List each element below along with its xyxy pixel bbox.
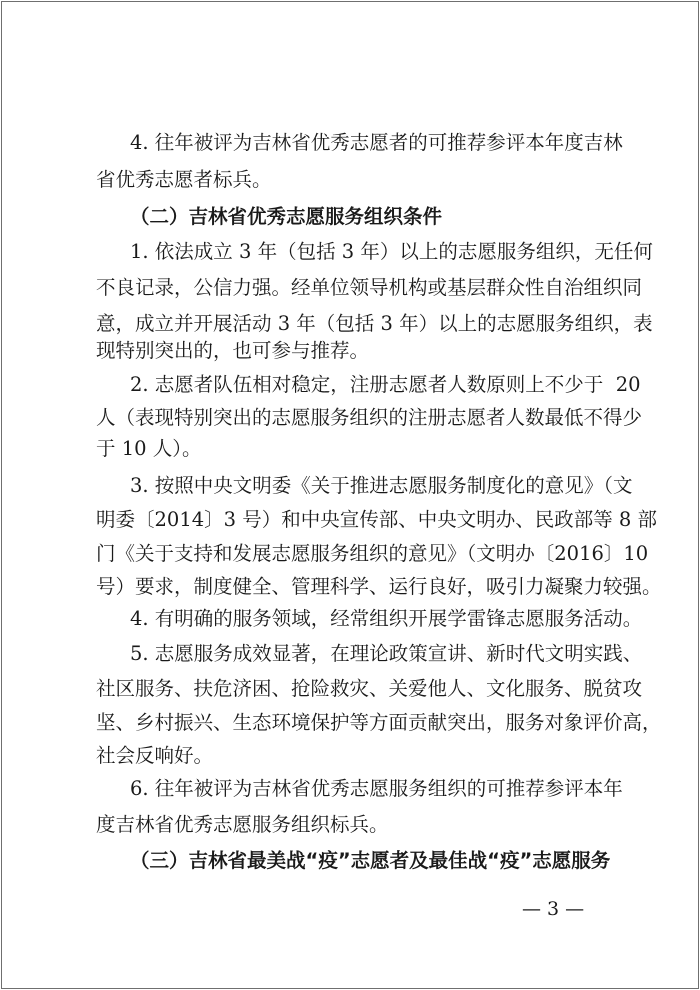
paragraph-line: 3. 按照中央文明委《关于推进志愿服务制度化的意见》（文 <box>130 474 633 497</box>
paragraph-line: 门《关于支持和发展志愿服务组织的意见》（文明办〔2016〕10 <box>96 542 649 565</box>
paragraph-line: 不良记录，公信力强。经单位领导机构或基层群众性自治组织同 <box>96 276 643 299</box>
paragraph-line: 2. 志愿者队伍相对稳定，注册志愿者人数原则上不少于 20 <box>130 373 641 396</box>
paragraph-line: 号）要求，制度健全、管理科学、运行良好，吸引力凝聚力较强。 <box>96 575 662 598</box>
paragraph-line: 5. 志愿服务成效显著，在理论政策宣讲、新时代文明实践、 <box>130 642 643 665</box>
section-heading: （二）吉林省优秀志愿服务组织条件 <box>130 205 443 228</box>
paragraph-line: 社区服务、扶危济困、抢险救灾、关爱他人、文化服务、脱贫攻 <box>96 677 643 700</box>
paragraph-line: 省优秀志愿者标兵。 <box>96 168 272 191</box>
paragraph-line: 6. 往年被评为吉林省优秀志愿服务组织的可推荐参评本年 <box>130 777 623 800</box>
page-number: — 3 — <box>522 898 585 920</box>
paragraph-line: 1. 依法成立 3 年（包括 3 年）以上的志愿服务组织，无任何 <box>130 240 653 263</box>
paragraph-line: 于 10 人）。 <box>96 437 202 460</box>
paragraph-line: 4. 往年被评为吉林省优秀志愿者的可推荐参评本年度吉林 <box>130 131 623 154</box>
paragraph-line: 坚、乡村振兴、生态环境保护等方面贡献突出，服务对象评价高， <box>96 711 662 734</box>
paragraph-line: 明委〔2014〕3 号）和中央宣传部、中央文明办、民政部等 8 部 <box>96 508 658 531</box>
paragraph-line: 4. 有明确的服务领域，经常组织开展学雷锋志愿服务活动。 <box>130 607 643 630</box>
paragraph-line: 人（表现特别突出的志愿服务组织的注册志愿者人数最低不得少 <box>96 406 643 429</box>
paragraph-line: 现特别突出的，也可参与推荐。 <box>96 339 370 362</box>
paragraph-line: 意，成立并开展活动 3 年（包括 3 年）以上的志愿服务组织，表 <box>96 312 653 335</box>
paragraph-line: 社会反响好。 <box>96 744 214 767</box>
paragraph-line: 度吉林省优秀志愿服务组织标兵。 <box>96 813 389 836</box>
section-heading: （三）吉林省最美战“疫”志愿者及最佳战“疫”志愿服务 <box>130 849 611 872</box>
